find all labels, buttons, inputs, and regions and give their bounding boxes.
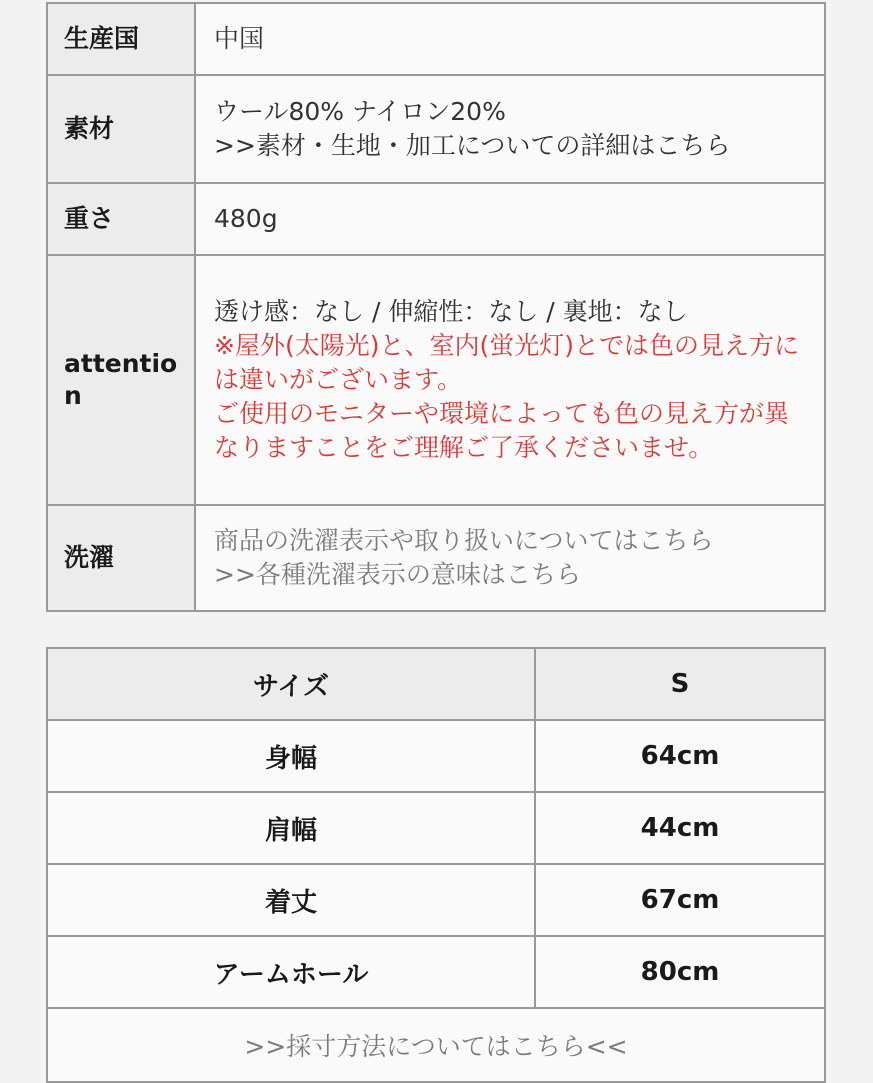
spec-label-weight: 重さ xyxy=(47,183,195,255)
spec-row-attention xyxy=(47,255,825,505)
material-detail-link[interactable]: >>素材・生地・加工についての詳細はこちら xyxy=(214,131,731,160)
spec-label-origin: 生産国 xyxy=(47,3,195,75)
attention-note-monitor: ご使用のモニターや環境によっても色の見え方が異なりますことをご理解ご了承くださいませ。 xyxy=(214,399,790,462)
spec-value-weight: 480g xyxy=(195,183,825,255)
spec-value-material xyxy=(195,75,825,183)
spec-row-weight xyxy=(47,183,825,255)
spec-label-material: 素材 xyxy=(47,75,195,183)
size-header-row xyxy=(47,648,825,720)
size-row-armhole xyxy=(47,936,825,1008)
size-row-length xyxy=(47,864,825,936)
washing-care-link[interactable]: 商品の洗濯表示や取り扱いについてはこちら xyxy=(214,526,714,555)
size-row-label: 身幅 xyxy=(47,720,535,792)
size-row-value: 67cm xyxy=(535,864,825,936)
size-row-value: 44cm xyxy=(535,792,825,864)
attention-properties: 透け感：なし / 伸縮性：なし / 裏地：なし xyxy=(214,297,688,326)
spec-table xyxy=(46,2,826,612)
size-row-label: 着丈 xyxy=(47,864,535,936)
measurement-method-link[interactable]: >>採寸方法についてはこちら<< xyxy=(47,1008,825,1082)
size-row-value: 80cm xyxy=(535,936,825,1008)
spec-row-material xyxy=(47,75,825,183)
size-footer-row xyxy=(47,1008,825,1082)
material-composition: ウール80% ナイロン20% xyxy=(214,97,506,126)
size-row-label: 肩幅 xyxy=(47,792,535,864)
size-table xyxy=(46,647,826,1083)
size-row-body-width xyxy=(47,720,825,792)
size-row-value: 64cm xyxy=(535,720,825,792)
size-row-shoulder-width xyxy=(47,792,825,864)
spec-value-washing xyxy=(195,505,825,611)
washing-symbols-link[interactable]: >>各種洗濯表示の意味はこちら xyxy=(214,560,581,589)
spec-label-washing: 洗濯 xyxy=(47,505,195,611)
spec-value-attention xyxy=(195,255,825,505)
spec-value-origin: 中国 xyxy=(195,3,825,75)
spec-row-washing xyxy=(47,505,825,611)
size-row-label: アームホール xyxy=(47,936,535,1008)
spec-label-attention: attention xyxy=(47,255,195,505)
attention-note-lighting: ※屋外(太陽光)と、室内(蛍光灯)とでは色の見え方には違いがございます。 xyxy=(214,331,799,394)
spec-row-origin xyxy=(47,3,825,75)
size-header-s: S xyxy=(535,648,825,720)
size-header-label: サイズ xyxy=(47,648,535,720)
